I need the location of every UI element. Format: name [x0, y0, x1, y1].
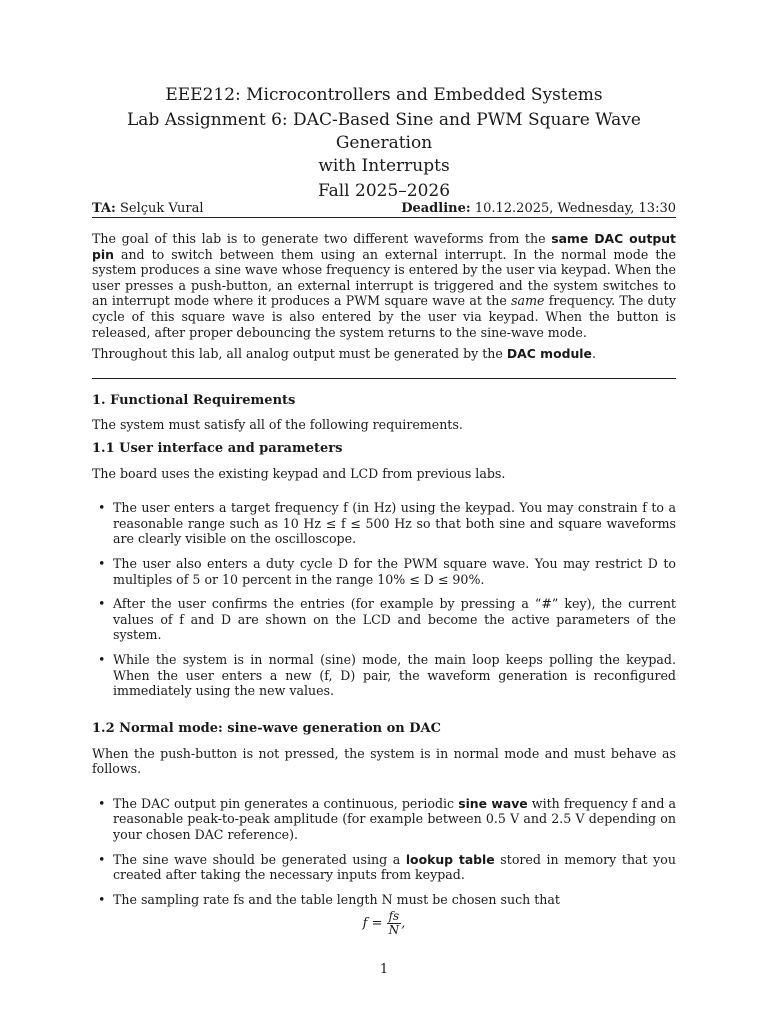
intro-text: Throughout this lab, all analog output must be generated by the	[92, 346, 503, 362]
section-1-1	[92, 441, 676, 708]
list-text: The sine wave should be generated using a	[113, 851, 401, 867]
section-1-2	[92, 721, 676, 916]
deadline-value: 10.12.2025, Wednesday, 13:30	[474, 201, 676, 216]
formula-tail: ,	[401, 916, 406, 931]
section-1-1-list	[92, 500, 676, 699]
list-item: • The sampling rate fs and the table length N must be chosen such that	[92, 892, 676, 908]
section-1-2-text: When the push-button is not pressed, the system is in normal mode and must behave as follows.	[92, 745, 676, 777]
intro-text: frequency. The duty cycle of this square wave is also entered by the user via keypad. When the button is released, after proper debouncing the system returns to the sine-wave mode.	[92, 293, 676, 340]
ta-name: Selçuk Vural	[120, 201, 204, 216]
deadline-label: Deadline:	[401, 201, 471, 216]
section-1-2-heading: 1.2 Normal mode: sine-wave generation on DAC	[92, 721, 441, 736]
list-emphasis: lookup table	[405, 851, 495, 867]
intro-text: .	[591, 346, 596, 362]
assignment-title: Lab Assignment 6: DAC-Based Sine and PWM Square Wave Generation	[127, 110, 641, 153]
list-item	[92, 796, 676, 843]
intro-emphasis: same DAC output pin	[92, 231, 676, 262]
frequency-formula	[92, 910, 676, 937]
ta-label: TA:	[92, 201, 116, 216]
intro-section	[92, 231, 676, 368]
section-1-1-text: The board uses the existing keypad and LCD from previous labs.	[92, 465, 506, 481]
section-1	[92, 393, 676, 432]
list-text: The DAC output pin generates a continuous, periodic	[113, 795, 455, 811]
list-item: • After the user confirms the entries (for example by pressing a “#” key), the current values of f and D are shown on the LCD and become the active parameters of the system.	[92, 596, 676, 643]
section-1-1-heading: 1.1 User interface and parameters	[92, 441, 343, 456]
formula-lhs: f =	[362, 916, 383, 931]
section-1-text: The system must satisfy all of the following requirements.	[92, 416, 463, 432]
intro-paragraph-1	[92, 231, 676, 340]
assignment-title-cont: with Interrupts	[318, 156, 450, 176]
section-divider	[92, 378, 676, 379]
deadline-info	[401, 201, 676, 216]
formula-fraction	[387, 910, 402, 937]
document-page	[92, 84, 676, 977]
list-item	[92, 852, 676, 883]
intro-italic: same	[511, 293, 545, 309]
section-1-2-list	[92, 796, 676, 908]
course-title: EEE212: Microcontrollers and Embedded Systems	[165, 85, 603, 105]
list-text: with frequency f and a reasonable peak-to-peak amplitude (for example between 0.5 V and 2.5 V depending on your chosen DAC reference).	[113, 795, 676, 842]
list-text: stored in memory that you created after taking the necessary inputs from keypad.	[113, 851, 676, 883]
title-block	[92, 84, 676, 203]
list-item: • While the system is in normal (sine) mode, the main loop keeps polling the keypad. When the user enters a new (f, D) pair, the waveform generation is reconfigured immediately using the new values.	[92, 652, 676, 699]
ta-info	[92, 201, 203, 216]
intro-text: The goal of this lab is to generate two different waveforms from the	[92, 231, 546, 246]
formula-numerator: fs	[388, 909, 400, 923]
formula-denominator: N	[388, 923, 400, 937]
page-number: 1	[379, 962, 389, 977]
section-1-heading: 1. Functional Requirements	[92, 393, 296, 408]
list-item: • The user also enters a duty cycle D for the PWM square wave. You may restrict D to multiples of 5 or 10 percent in the range 10% ≤ D ≤ 90%.	[92, 556, 676, 587]
term: Fall 2025–2026	[317, 181, 451, 201]
intro-paragraph-2	[92, 346, 676, 362]
intro-emphasis: DAC module	[506, 346, 592, 362]
info-row	[92, 201, 676, 218]
list-emphasis: sine wave	[458, 795, 528, 811]
intro-text: and to switch between them using an external interrupt. In the normal mode the system produces a sine wave whose frequency is entered by the user via keypad. When the user presses a push-button, an external interrupt is triggered and the system switches to an interrupt mode where it produces a PWM square wave at the	[92, 246, 676, 309]
list-item: • The user enters a target frequency f (in Hz) using the keypad. You may constrain f to a reasonable range such as 10 Hz ≤ f ≤ 500 Hz so that both sine and square waveforms are clearly visible on the oscilloscope.	[92, 500, 676, 547]
